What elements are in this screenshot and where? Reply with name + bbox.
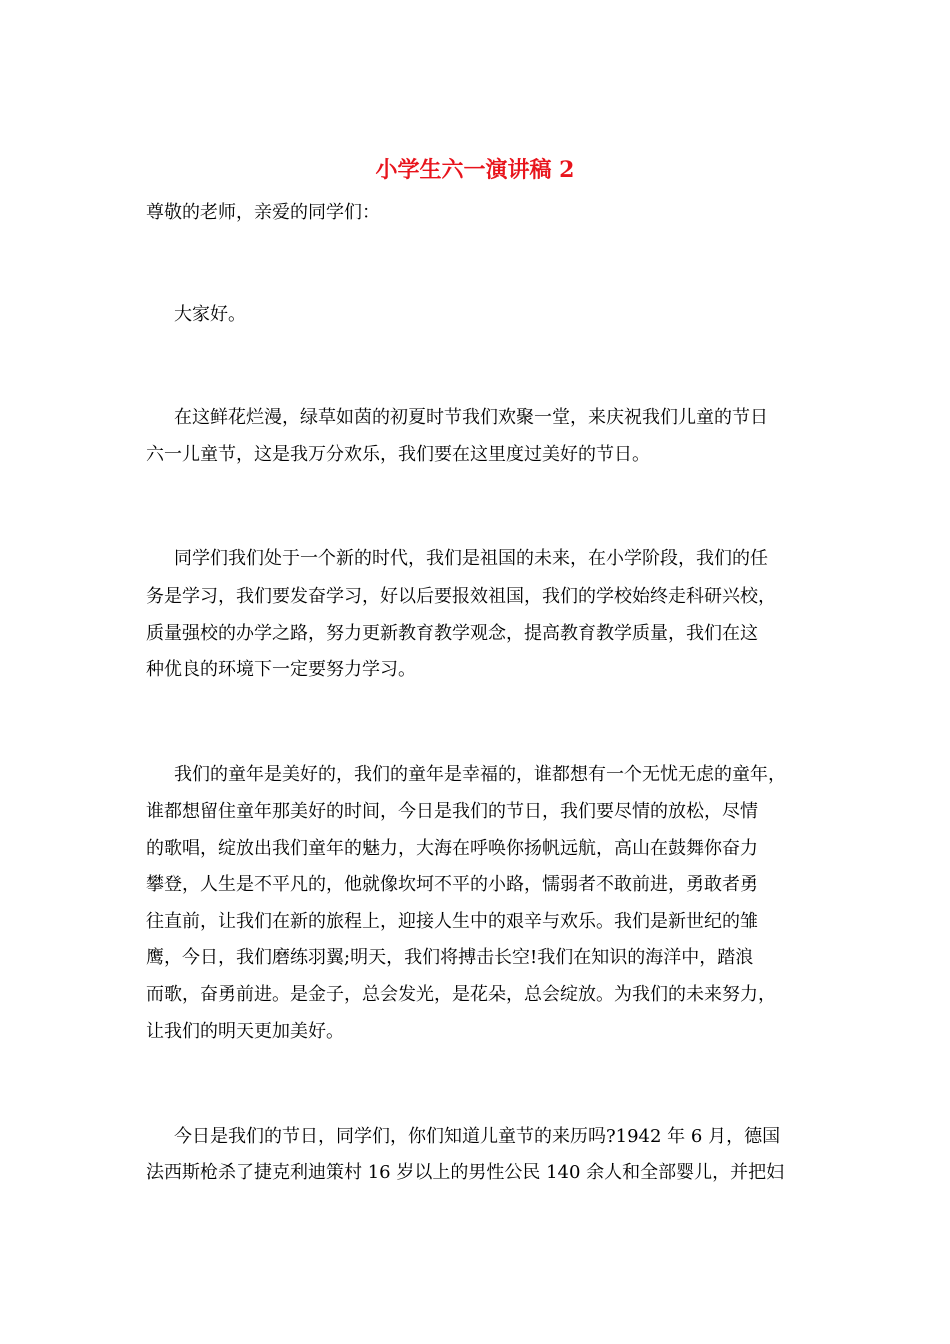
paragraph-line: 的歌唱，绽放出我们童年的魅力，大海在呼唤你扬帆远航，高山在鼓舞你奋力	[146, 838, 758, 859]
paragraph-line: 鹰，今日，我们磨练羽翼;明天，我们将搏击长空!我们在知识的海洋中，踏浪	[146, 947, 754, 968]
paragraph-line: 务是学习，我们要发奋学习，好以后要报效祖国，我们的学校始终走科研兴校，	[146, 586, 776, 607]
paragraph-line: 今日是我们的节日，同学们，你们知道儿童节的来历吗?1942 年 6 月，德国	[174, 1126, 781, 1147]
salutation: 尊敬的老师，亲爱的同学们：	[146, 202, 380, 223]
paragraph-line: 谁都想留住童年那美好的时间，今日是我们的节日，我们要尽情的放松，尽情	[146, 801, 758, 822]
paragraph-line: 六一儿童节，这是我万分欢乐，我们要在这里度过美好的节日。	[146, 444, 650, 465]
paragraph-line: 让我们的明天更加美好。	[146, 1021, 344, 1042]
greeting: 大家好。	[174, 304, 246, 325]
paragraph-line: 同学们我们处于一个新的时代，我们是祖国的未来，在小学阶段，我们的任	[174, 548, 768, 569]
paragraph-line: 而歌，奋勇前进。是金子，总会发光，是花朵，总会绽放。为我们的未来努力，	[146, 984, 776, 1005]
paragraph-line: 质量强校的办学之路，努力更新教育教学观念，提高教育教学质量，我们在这	[146, 623, 758, 644]
paragraph-line: 法西斯枪杀了捷克利迪策村 16 岁以上的男性公民 140 余人和全部婴儿，并把妇	[146, 1162, 785, 1183]
paragraph-line: 我们的童年是美好的，我们的童年是幸福的，谁都想有一个无忧无虑的童年，	[174, 764, 786, 785]
paragraph-line: 在这鲜花烂漫，绿草如茵的初夏时节我们欢聚一堂，来庆祝我们儿童的节日	[174, 407, 768, 428]
paragraph-line: 攀登，人生是不平凡的，他就像坎坷不平的小路，懦弱者不敢前进，勇敢者勇	[146, 874, 758, 895]
paragraph-line: 往直前，让我们在新的旅程上，迎接人生中的艰辛与欢乐。我们是新世纪的雏	[146, 911, 758, 932]
document-title: 小学生六一演讲稿 2	[375, 157, 575, 183]
paragraph-line: 种优良的环境下一定要努力学习。	[146, 659, 416, 680]
